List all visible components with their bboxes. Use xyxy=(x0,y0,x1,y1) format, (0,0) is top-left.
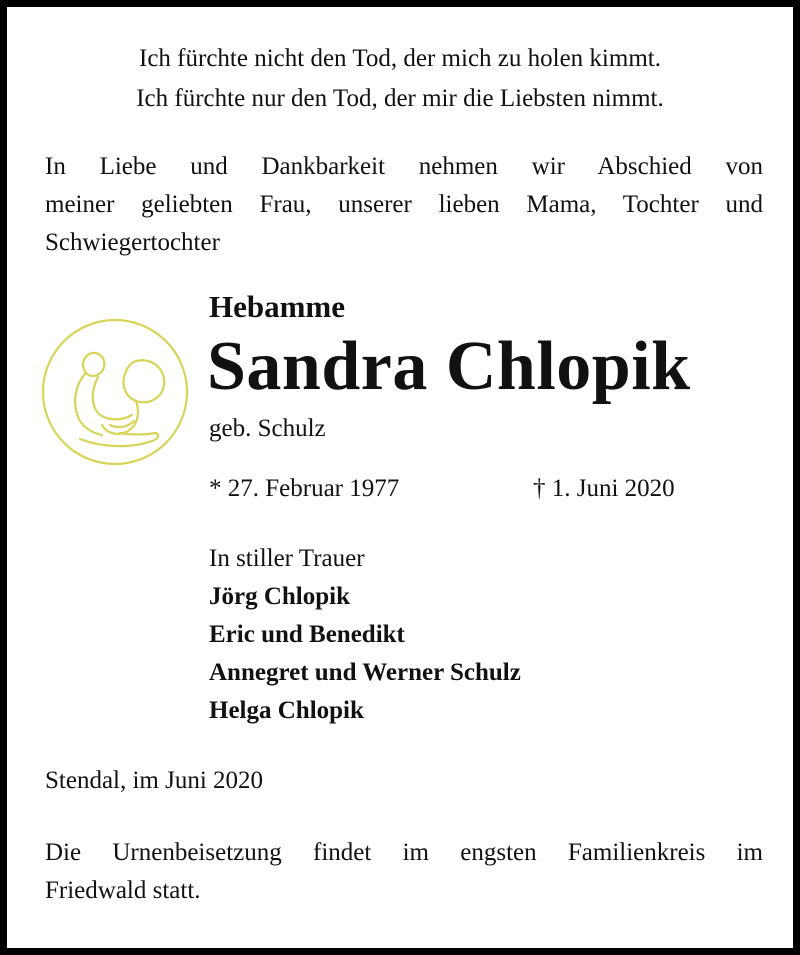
burial-note-line-1: Die Urnenbeisetzung findet im engsten Familienkreis im xyxy=(45,839,763,866)
mourner-name: Helga Chlopik xyxy=(209,697,364,724)
mourner-name: Eric und Benedikt xyxy=(209,621,405,648)
poem-line-2: Ich fürchte nur den Tod, der mir die Liebsten nimmt. xyxy=(136,85,664,112)
burial-note xyxy=(45,834,763,910)
intro-line-3: Schwiegertochter xyxy=(45,229,220,256)
intro-line-1: In Liebe und Dankbarkeit nehmen wir Abschied von xyxy=(45,153,763,180)
mourners-intro: In stiller Trauer xyxy=(209,545,365,572)
mourner-name: Annegret und Werner Schulz xyxy=(209,659,521,686)
poem-line-1: Ich fürchte nicht den Tod, der mich zu holen kimmt. xyxy=(139,45,661,72)
intro-line-2: meiner geliebten Frau, unserer lieben Mama, Tochter und xyxy=(45,191,763,218)
profession-title: Hebamme xyxy=(209,289,346,324)
birth-date: * 27. Februar 1977 xyxy=(209,475,400,502)
mourner-name: Jörg Chlopik xyxy=(209,583,351,610)
deceased-name: Sandra Chlopik xyxy=(207,328,691,405)
intro-paragraph xyxy=(45,148,763,262)
place-and-date: Stendal, im Juni 2020 xyxy=(45,767,264,794)
mother-baby-emblem-icon xyxy=(40,317,190,467)
birth-name: geb. Schulz xyxy=(209,415,326,442)
burial-note-line-2: Friedwald statt. xyxy=(45,877,201,904)
death-date: † 1. Juni 2020 xyxy=(533,475,675,502)
